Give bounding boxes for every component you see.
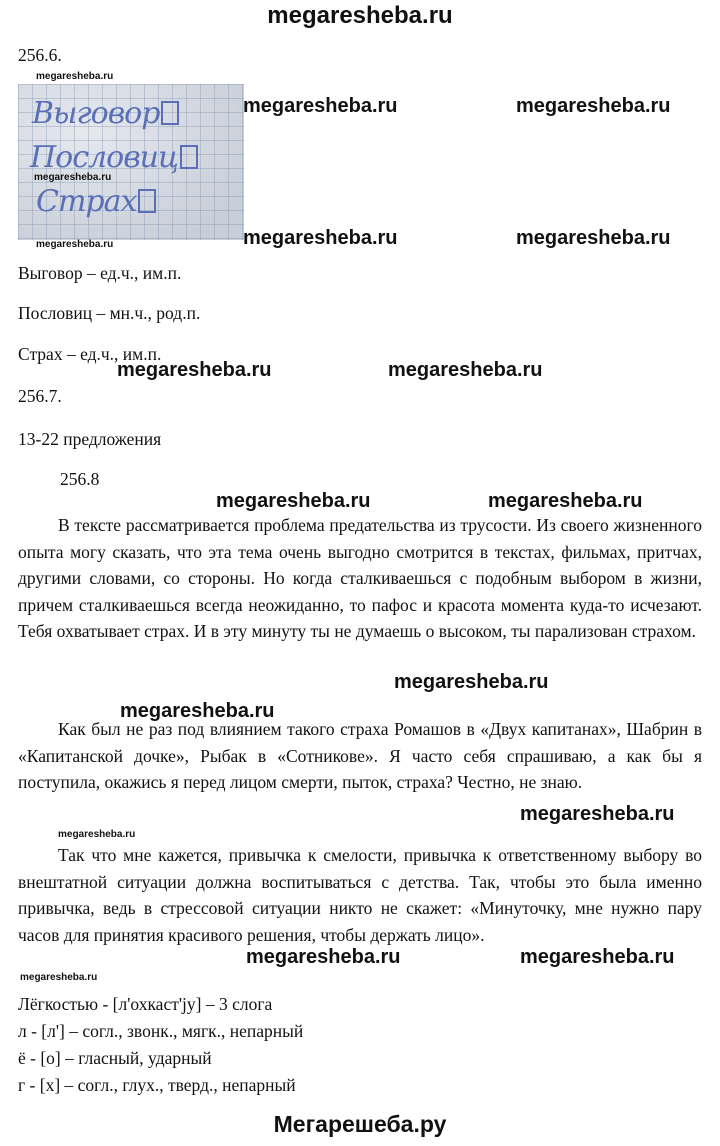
watermark: megaresheba.ru	[488, 490, 643, 512]
watermark-small: megaresheba.ru	[36, 239, 114, 250]
analysis-line-2: Пословиц – мн.ч., род.п.	[18, 303, 201, 323]
watermark-small: megaresheba.ru	[20, 972, 98, 983]
essay-paragraph-3: Так что мне кажется, привычка к смелости, привычка к ответственному выбору во внештатной ситуации должна воспитываться с детства. Так, чтобы это была именно привычка, ведь в стрессовой ситуации никто не скажет: «Минуточку, мне нужно пару часов для принятия красивого решения, чтобы держать лицо».	[18, 845, 702, 945]
watermark: megaresheba.ru	[388, 359, 543, 381]
handwritten-word-3: Страх	[36, 184, 156, 219]
phonetics-line-4: г - [х] – согл., глух., тверд., непарный	[18, 1075, 296, 1095]
box-icon	[161, 101, 179, 125]
handwritten-photo	[18, 84, 244, 240]
watermark: megaresheba.ru	[516, 95, 671, 117]
section-number-256-8: 256.8	[60, 469, 100, 489]
watermark: megaresheba.ru	[216, 490, 371, 512]
watermark: megaresheba.ru	[243, 227, 398, 249]
watermark: megaresheba.ru	[243, 95, 398, 117]
watermark: megaresheba.ru	[516, 227, 671, 249]
page-header-title[interactable]: megaresheba.ru	[267, 2, 453, 29]
watermark: megaresheba.ru	[520, 803, 675, 825]
essay-paragraph-2: Как был не раз под влиянием такого страха Ромашов в «Двух капитанах», Шабрин в «Капитанской дочке», Рыбак в «Сотникове». Я часто себя спрашиваю, а как бы я поступила, окажись я перед лицом смерти, пыток, страха? Честно, не знаю.	[18, 719, 702, 792]
analysis-line-3: Страх – ед.ч., им.п.	[18, 344, 162, 364]
phonetics-line-2: л - [л'] – согл., звонк., мягк., непарный	[18, 1021, 304, 1041]
watermark-small: megaresheba.ru	[58, 829, 136, 840]
handwritten-word-2: Пословиц	[30, 140, 198, 175]
handwritten-word-1: Выговор	[32, 96, 179, 131]
phonetics-line-1: Лёгкостью - [л'охкаст'jу] – 3 слога	[18, 994, 273, 1014]
analysis-line-1: Выговор – ед.ч., им.п.	[18, 263, 182, 283]
section-number-256-7: 256.7.	[18, 386, 62, 406]
watermark: megaresheba.ru	[246, 946, 401, 968]
section-256-7-text: 13-22 предложения	[18, 429, 162, 449]
section-number-256-6: 256.6.	[18, 45, 62, 65]
watermark-small: megaresheba.ru	[34, 172, 112, 183]
page-footer-title[interactable]: Мегарешеба.ру	[273, 1111, 447, 1137]
box-icon	[138, 189, 156, 213]
watermark: megaresheba.ru	[394, 671, 549, 693]
watermark: megaresheba.ru	[117, 359, 272, 381]
essay-paragraph-1: В тексте рассматривается проблема предательства из трусости. Из своего жизненного опыта могу сказать, что эта тема очень выгодно смотрится в текстах, фильмах, притчах, другими словами, со стороны. Но когда сталкиваешься с подобным выбором в жизни, причем сталкиваешься всегда неожиданно, то пафос и красота момента куда-то исчезают. Тебя охватывает страх. И в эту минуту ты не думаешь о высоком, ты парализован страхом.	[18, 515, 702, 641]
watermark: megaresheba.ru	[520, 946, 675, 968]
watermark-small: megaresheba.ru	[36, 71, 114, 82]
watermark: megaresheba.ru	[120, 700, 275, 722]
phonetics-line-3: ё - [о] – гласный, ударный	[18, 1048, 212, 1068]
box-icon	[180, 145, 198, 169]
